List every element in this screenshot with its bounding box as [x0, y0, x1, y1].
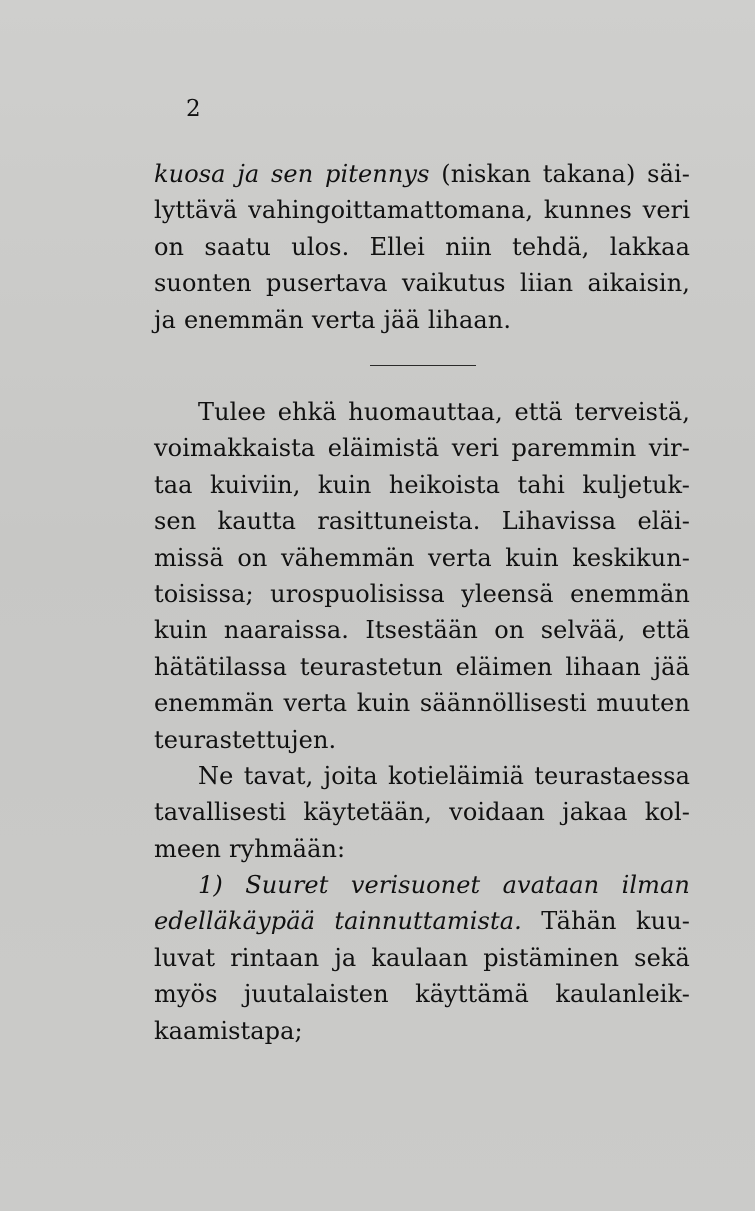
word: lihaan.: [427, 305, 512, 334]
word: kaulaan: [371, 943, 469, 972]
word: 1): [198, 871, 223, 900]
word: lakkaa: [609, 232, 690, 261]
word: voimakkaista: [154, 434, 316, 463]
word: taa: [154, 470, 193, 499]
word: ja: [154, 305, 176, 334]
word: keskikun-: [572, 543, 690, 572]
word: rasittuneista.: [317, 507, 481, 536]
word: enemmän: [183, 305, 304, 334]
text-line: [154, 467, 690, 503]
word: hätätilassa: [154, 652, 288, 681]
word: tahi: [517, 470, 565, 499]
word: kautta: [217, 507, 297, 536]
word: missä: [154, 543, 224, 572]
word: avataan: [502, 871, 600, 900]
word: teurastetun: [299, 652, 443, 681]
word: tavallisesti: [154, 798, 287, 827]
word: lihaan: [565, 652, 641, 681]
word: Tähän: [541, 907, 617, 936]
word: pusertava: [265, 269, 388, 298]
word: jää: [653, 652, 690, 681]
word: Tulee: [198, 398, 267, 426]
paragraph-continuation: [154, 156, 690, 338]
word: ehkä: [277, 398, 337, 426]
text-line: [154, 903, 690, 939]
text-line: [154, 940, 690, 976]
word: kuin: [154, 616, 208, 645]
word: käyttämä: [415, 980, 529, 1009]
word: ja: [237, 160, 260, 188]
word: Ellei: [369, 232, 425, 261]
section-divider: [370, 365, 476, 366]
word: kuiviin,: [209, 470, 301, 499]
word: ryhmään:: [229, 834, 346, 863]
word: jakaa: [562, 798, 628, 827]
paragraph-main: [154, 394, 690, 1049]
word: terveistä,: [574, 398, 690, 426]
text-line: [154, 192, 690, 228]
word: joita: [323, 761, 378, 790]
text-line: [154, 540, 690, 576]
word: pistäminen: [483, 943, 620, 972]
word: tavat,: [243, 761, 314, 790]
word: (niskan: [441, 160, 532, 188]
word: säännöllisesti: [419, 689, 587, 718]
word: kuin: [505, 543, 559, 572]
word: liian: [519, 269, 574, 298]
word: eläi-: [637, 507, 690, 536]
text-line: [154, 976, 690, 1012]
word: rintaan: [230, 943, 320, 972]
word: on: [494, 616, 525, 645]
text-line: [154, 612, 690, 648]
text-line: [154, 302, 690, 338]
word: myös: [154, 980, 218, 1009]
text-line: [154, 649, 690, 685]
text-line: [154, 430, 690, 466]
word: eläimistä: [327, 434, 440, 463]
word: naaraissa.: [223, 616, 349, 645]
word: muuten: [596, 689, 690, 718]
word: veri: [451, 434, 500, 463]
word: huomauttaa,: [348, 398, 503, 426]
word: enemmän: [154, 689, 274, 718]
word: kuin: [356, 689, 411, 718]
word: tainnuttamista.: [334, 907, 522, 936]
word: kol-: [644, 798, 690, 827]
text-line: [154, 831, 690, 867]
word: meen: [154, 834, 222, 863]
text-line: [154, 867, 690, 903]
word: heikoista: [388, 470, 501, 499]
text-line: [154, 722, 690, 758]
text-line: [154, 265, 690, 301]
word: että: [641, 616, 690, 645]
word: pitennys: [325, 160, 430, 188]
word: vahingoittamattomana,: [248, 196, 534, 225]
word: että: [514, 398, 563, 426]
word: säi-: [647, 160, 690, 188]
word: ja: [334, 943, 357, 972]
word: takana): [542, 160, 636, 188]
word: jää: [383, 305, 420, 334]
word: aikaisin,: [587, 269, 690, 298]
word: kunnes: [543, 196, 632, 225]
word: Itsestään: [365, 616, 478, 645]
word: Suuret: [245, 871, 329, 900]
word: käytetään,: [303, 798, 432, 827]
word: Ne: [198, 761, 234, 790]
word: verisuonet: [350, 871, 481, 900]
text-line: [154, 576, 690, 612]
text-line: [154, 503, 690, 539]
word: vähemmän: [280, 543, 415, 572]
word: verta: [283, 689, 348, 718]
text-line: [154, 156, 690, 192]
word: sekä: [634, 943, 690, 972]
word: vaikutus: [401, 269, 506, 298]
word: ulos.: [291, 232, 350, 261]
word: eläimen: [455, 652, 553, 681]
word: teurastaessa: [534, 761, 690, 790]
text-line: [154, 1013, 690, 1049]
word: suonten: [154, 269, 252, 298]
page-number: 2: [186, 96, 202, 122]
word: yleensä: [461, 579, 554, 608]
word: saatu: [204, 232, 271, 261]
word: paremmin: [511, 434, 637, 463]
text-line: [154, 685, 690, 721]
word: niin: [445, 232, 492, 261]
word: verta: [428, 543, 492, 572]
word: juutalaisten: [243, 980, 389, 1009]
word: kaulanleik-: [555, 980, 690, 1009]
word: ilman: [621, 871, 690, 900]
word: Lihavissa: [501, 507, 617, 536]
word: lyttävä: [154, 196, 238, 225]
text-line: [154, 229, 690, 265]
word: luvat: [154, 943, 216, 972]
word: kuljetuk-: [582, 470, 690, 499]
word: kuu-: [636, 907, 690, 936]
word: enemmän: [570, 579, 690, 608]
word: sen: [271, 160, 314, 188]
text-line: [154, 794, 690, 830]
word: on: [237, 543, 268, 572]
word: tehdä,: [512, 232, 590, 261]
word: edelläkäypää: [154, 907, 316, 936]
word: kuosa: [154, 160, 226, 188]
word: sen: [154, 507, 197, 536]
text-line: [154, 758, 690, 794]
word: vir-: [648, 434, 690, 463]
word: kuin: [317, 470, 372, 499]
word: urospuolisissa: [270, 579, 445, 608]
word: kaamistapa;: [154, 1016, 303, 1045]
word: verta: [311, 305, 376, 334]
word: toisissa;: [154, 579, 254, 608]
word: voidaan: [449, 798, 545, 827]
word: selvää,: [540, 616, 626, 645]
word: teurastettujen.: [154, 725, 337, 754]
word: veri: [642, 196, 690, 225]
word: kotieläimiä: [387, 761, 525, 790]
word: on: [154, 232, 185, 261]
text-line: [154, 394, 690, 430]
